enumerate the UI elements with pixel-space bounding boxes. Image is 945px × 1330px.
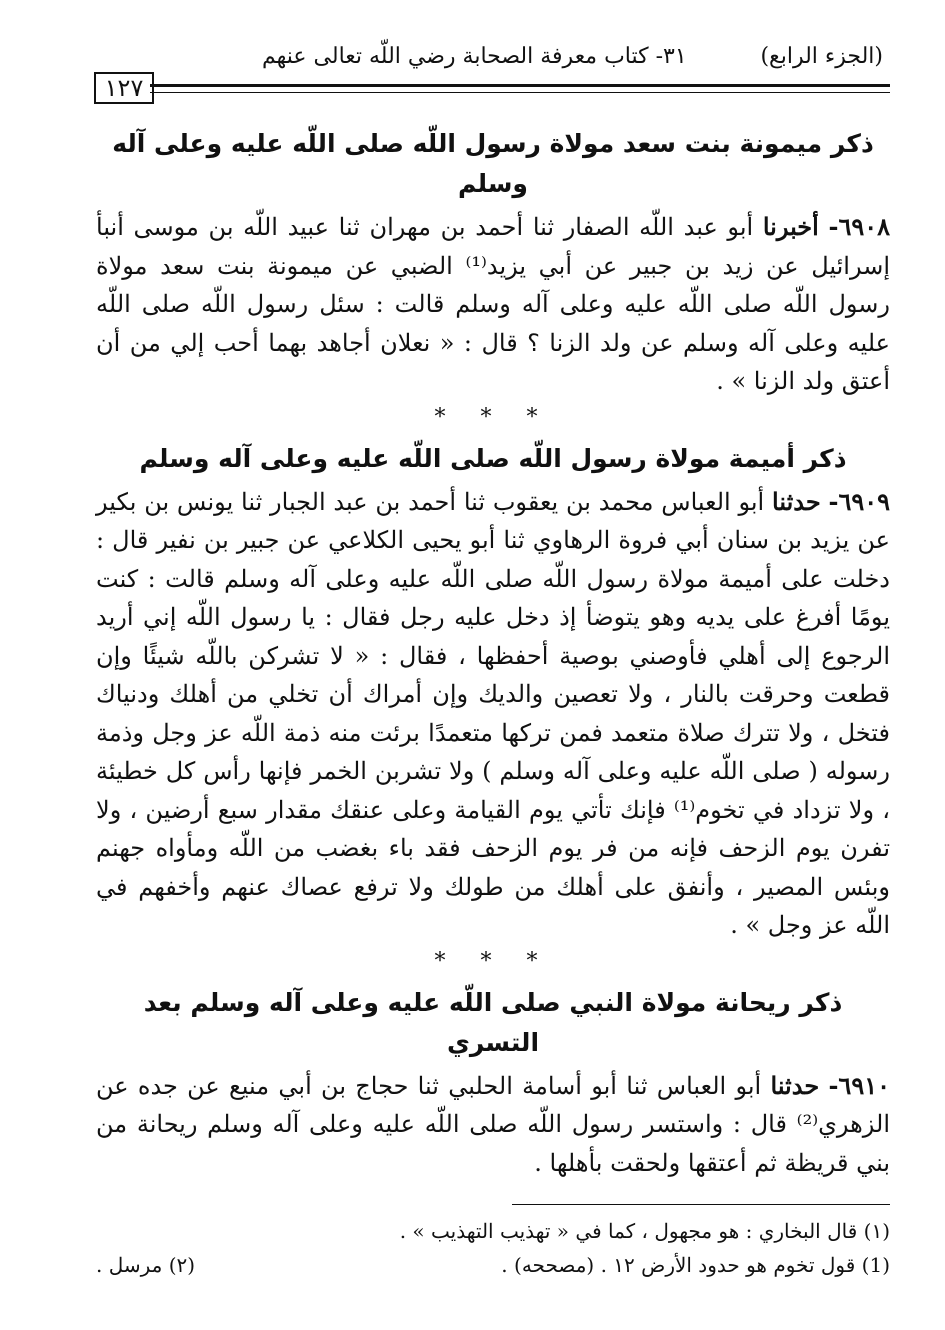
hadith-lead: حدثنا [772, 486, 821, 516]
volume-title: (الجزء الرابع) [760, 44, 883, 69]
footnote-rule [512, 1204, 890, 1205]
section-separator: * * * [434, 948, 552, 974]
page-number: ١٢٧ [94, 72, 154, 104]
header-rule-thick [150, 84, 890, 87]
footnote-correction: (1) قول تخوم هو حدود الأرض ١٢ . (مصححه) . [501, 1253, 890, 1277]
section-heading-umayma: ذكر أميمة مولاة رسول اللّه صلى اللّه عليه وعلى آله وسلم [139, 443, 847, 473]
footnote-1: (١) قال البخاري : هو مجهول ، كما في « تهذيب التهذيب » . [399, 1219, 890, 1243]
section-separator: * * * [434, 404, 552, 430]
hadith-text: أبو العباس ثنا أبو أسامة الحلبي ثنا حجاج بن أبي منيع عن جده عن الزهري⁽²⁾ قال : واستسر رسول اللّه صلى اللّه عليه وعلى آله وسلم ريحانة من بني قريظة ثم أعتقها ولحقت بأهلها . [96, 1071, 890, 1177]
footnote-row [96, 1248, 890, 1282]
hadith-number: ٦٩٠٨- [828, 212, 890, 241]
hadith-6908 [96, 208, 890, 401]
hadith-lead: أخبرنا [762, 212, 819, 241]
section-heading-rayhana: ذكر ريحانة مولاة النبي صلى اللّه عليه وعلى آله وسلم بعد التسري [143, 987, 843, 1057]
section-heading-maymuna: ذكر ميمونة بنت سعد مولاة رسول اللّه صلى اللّه عليه وعلى آله وسلم [112, 129, 874, 198]
header-rule-thin [150, 92, 890, 93]
footnotes [96, 1214, 890, 1282]
hadith-lead: حدثنا [770, 1070, 820, 1100]
hadith-6909 [96, 483, 890, 945]
hadith-text: أبو عبد اللّه الصفار ثنا أحمد بن مهران ثنا عبيد اللّه بن موسى أنبأ إسرائيل عن زيد بن جبير عن أبي يزيد⁽¹⁾ الضبي عن ميمونة بنت سعد مولاة رسول اللّه صلى اللّه عليه وعلى آله وسلم قالت : سئل رسول اللّه صلى اللّه عليه وعلى آله وسلم عن ولد الزنا ؟ قال : « نعلان أجاهد بهما أحب إلي من أن أعتق ولد الزنا » . [96, 213, 890, 395]
hadith-text: أبو العباس محمد بن يعقوب ثنا أحمد بن عبد الجبار ثنا يونس بن بكير عن يزيد بن سنان أبي فروة الرهاوي ثنا أبو يحيى الكلاعي عن جبير بن نفير قال : دخلت على أميمة مولاة رسول اللّه صلى اللّه عليه وعلى آله وسلم قالت : كنت يومًا أفرغ على يديه وهو يتوضأ إذ دخل عليه رجل فقال : يا رسول اللّه إني أريد الرجوع إلى أهلي فأوصني بوصية أحفظها ، فقال : « لا تشركن باللّه شيئًا وإن قطعت وحرقت بالنار ، ولا تعصين والديك وإن أمراك أن تخلي من أهلك ودنياك فتخل ، ولا تترك صلاة متعمد فمن تركها متعمدًا برئت منه ذمة اللّه عز وجل وذمة رسوله ( صلى اللّه عليه وعلى آله وسلم ) ولا تشربن الخمر فإنها رأس كل خطيئة ، ولا تزداد في تخوم⁽¹⁾ فإنك تأتي يوم القيامة وعلى عنقك مقدار سبع أرضين ، ولا تفرن يوم الزحف فإنه من فر يوم الزحف فقد باء بغضب من اللّه ومأواه جهنم وبئس المصير ، وأنفق على أهلك من طولك ولا ترفع عصاك عنهم وأخفهم في اللّه عز وجل » . [96, 487, 891, 939]
main-content [96, 118, 890, 1182]
chapter-title: ٣١- كتاب معرفة الصحابة رضي اللّه تعالى عنهم [262, 44, 687, 69]
hadith-number: ٦٩٠٩- [828, 486, 890, 516]
hadith-6910 [96, 1067, 890, 1183]
hadith-number: ٦٩١٠- [828, 1070, 890, 1100]
footnote-2: (٢) مرسل . [96, 1253, 196, 1277]
